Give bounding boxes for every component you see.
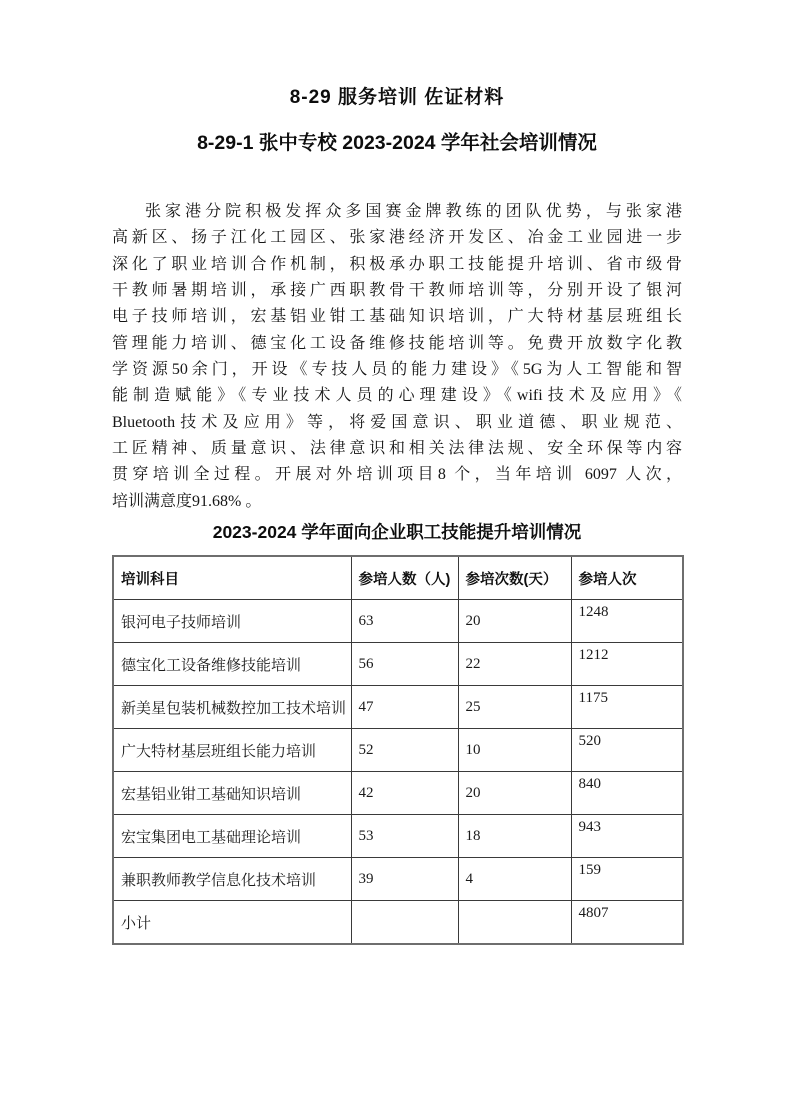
table-row (113, 600, 683, 643)
cell-times: 25 (458, 686, 571, 729)
cell-subject: 德宝化工设备维修技能培训 (113, 643, 351, 686)
cell-person-times: 1248 (571, 600, 683, 643)
paragraph-line: 贯穿培训全过程。开展对外培训项目8 个，当年培训 6097 人次， (112, 466, 682, 484)
cell-subject: 宏宝集团电工基础理论培训 (113, 815, 351, 858)
paragraph-line: 培训满意度91.68% 。 (112, 492, 262, 510)
table-row (113, 643, 683, 686)
cell-people: 53 (351, 815, 458, 858)
table-row (113, 729, 683, 772)
header-participant-count: 参培人数（人) (351, 556, 458, 600)
page-subtitle: 8-29-1 张中专校 2023-2024 学年社会培训情况 (197, 132, 597, 154)
cell-times: 20 (458, 600, 571, 643)
paragraph-line: 学资源50余门，开设《专技人员的能力建设》《5G为人工智能和智 (112, 361, 682, 379)
cell-person-times: 520 (571, 729, 683, 772)
cell-times: 18 (458, 815, 571, 858)
cell-subject: 银河电子技师培训 (113, 600, 351, 643)
cell-people: 42 (351, 772, 458, 815)
header-person-times: 参培人次 (571, 556, 683, 600)
cell-people: 52 (351, 729, 458, 772)
cell-times: 10 (458, 729, 571, 772)
cell-person-times: 159 (571, 858, 683, 901)
paragraph-line: 深化了职业培训合作机制，积极承办职工技能提升培训、省市级骨 (112, 255, 682, 273)
header-training-subject: 培训科目 (113, 556, 351, 600)
paragraph-line: 张家港分院积极发挥众多国赛金牌教练的团队优势，与张家港 (145, 203, 682, 220)
table-row (113, 772, 683, 815)
cell-subject: 广大特材基层班组长能力培训 (113, 729, 351, 772)
page-title: 8-29 服务培训 佐证材料 (289, 87, 505, 108)
cell-people: 63 (351, 600, 458, 643)
table-row (113, 686, 683, 729)
page-content (112, 0, 682, 945)
table-row (113, 815, 683, 858)
paragraph-line: Bluetooth技术及应用》等，将爱国意识、职业道德、职业规范、 (112, 413, 682, 431)
table-row-subtotal (113, 901, 683, 945)
cell-times (458, 901, 571, 945)
table-title: 2023-2024 学年面向企业职工技能提升培训情况 (212, 522, 582, 543)
cell-person-times: 1212 (571, 643, 683, 686)
body-paragraph (112, 199, 682, 515)
paragraph-line: 管理能力培训、德宝化工设备维修技能培训等。免费开放数字化教 (112, 334, 682, 352)
cell-times: 4 (458, 858, 571, 901)
cell-person-times: 4807 (571, 901, 683, 945)
table-row (113, 858, 683, 901)
paragraph-line: 高新区、扬子江化工园区、张家港经济开发区、冶金工业园进一步 (112, 229, 682, 247)
cell-people: 39 (351, 858, 458, 901)
cell-subject: 兼职教师教学信息化技术培训 (113, 858, 351, 901)
paragraph-line: 干教师暑期培训，承接广西职教骨干教师培训等，分别开设了银河 (112, 282, 682, 300)
table-header-row (113, 556, 683, 600)
paragraph-line: 工匠精神、质量意识、法律意识和相关法律法规、安全环保等内容 (112, 440, 682, 458)
cell-times: 22 (458, 643, 571, 686)
cell-person-times: 943 (571, 815, 683, 858)
cell-people: 47 (351, 686, 458, 729)
cell-people: 56 (351, 643, 458, 686)
paragraph-line: 能制造赋能》《专业技术人员的心理建设》《wifi技术及应用》《 (112, 387, 682, 405)
header-session-count: 参培次数(天） (458, 556, 571, 600)
training-table (112, 555, 684, 945)
cell-subject: 小计 (113, 901, 351, 945)
cell-subject: 新美星包装机械数控加工技术培训 (113, 686, 351, 729)
cell-people (351, 901, 458, 945)
paragraph-line: 电子技师培训，宏基铝业钳工基础知识培训，广大特材基层班组长 (112, 308, 682, 326)
cell-person-times: 840 (571, 772, 683, 815)
cell-times: 20 (458, 772, 571, 815)
cell-subject: 宏基铝业钳工基础知识培训 (113, 772, 351, 815)
cell-person-times: 1175 (571, 686, 683, 729)
